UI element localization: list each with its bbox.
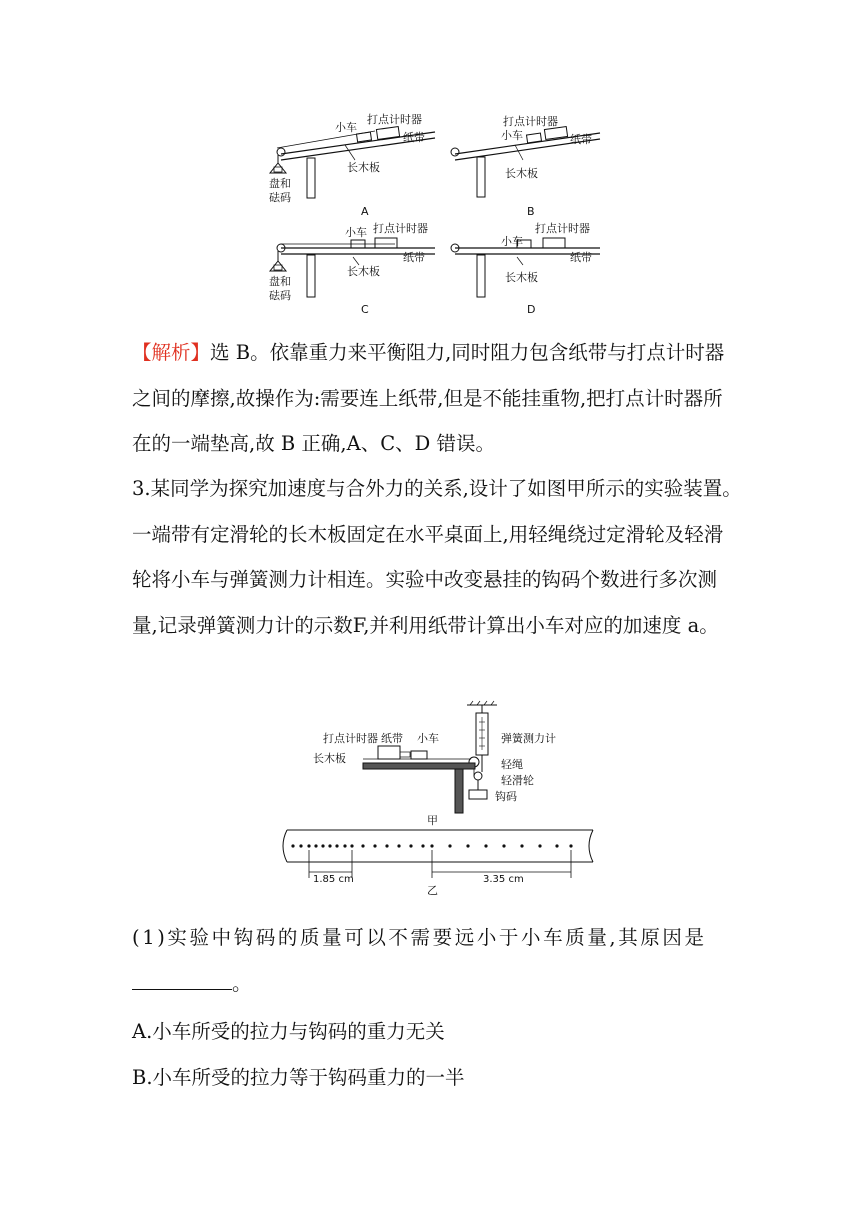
- cart: [411, 751, 427, 759]
- label-tape: 纸带: [570, 251, 592, 264]
- tape-dot: [421, 844, 424, 847]
- tape-dot: [335, 844, 338, 847]
- caption-a: A: [361, 205, 369, 218]
- tape-dot: [373, 844, 376, 847]
- label-board: 长木板: [347, 265, 380, 278]
- caption-d: D: [527, 303, 536, 316]
- distance-1: 1.85 cm: [313, 874, 354, 885]
- fig2-label-spring-scale: 弹簧测力计: [501, 732, 556, 745]
- label-timer: 打点计时器: [373, 222, 428, 235]
- caption-yi: 乙: [427, 884, 438, 895]
- tape-dot: [502, 844, 505, 847]
- timer: [378, 746, 400, 759]
- tape-dots: [291, 844, 572, 847]
- tape-strip: [400, 752, 410, 757]
- fig2-label-rope: 轻绳: [501, 758, 523, 771]
- tape-dot: [328, 844, 331, 847]
- tape-dot: [555, 844, 558, 847]
- long-board: [363, 763, 475, 769]
- distance-2: 3.35 cm: [483, 874, 524, 885]
- fig2-label-tape: 纸带: [381, 732, 403, 745]
- tape-dot: [569, 844, 572, 847]
- label-cart: 小车: [501, 129, 523, 142]
- tape-dot: [343, 844, 346, 847]
- tape-dot: [385, 844, 388, 847]
- tape-dot: [307, 844, 310, 847]
- label-timer: 打点计时器: [503, 115, 558, 128]
- label-pan-1: 盘和: [269, 177, 291, 190]
- table-leg: [455, 769, 463, 813]
- answer-blank-line: [132, 968, 252, 996]
- fig2-label-timer: 打点计时器: [323, 732, 378, 745]
- analysis-bracket-close: 】: [190, 341, 211, 364]
- setup-figure-abcd: [255, 105, 605, 320]
- label-tape: 纸带: [403, 251, 425, 264]
- hook-weight: [469, 790, 487, 799]
- tape-dot: [448, 844, 451, 847]
- light-pulley: [474, 772, 482, 780]
- analysis-text: 选 B。依靠重力来平衡阻力,同时阻力包含纸带与打点计时器之间的摩擦,故操作为:需要连上纸带,但是不能挂重物,把打点计时器所在的一端垫高,故 B 正确,A、C、D 错误。: [132, 341, 725, 455]
- tape-dot: [299, 844, 302, 847]
- caption-c: C: [361, 303, 369, 316]
- label-board: 长木板: [505, 167, 538, 180]
- label-tape: 纸带: [403, 131, 425, 144]
- fig2-label-board: 长木板: [313, 752, 346, 765]
- label-timer: 打点计时器: [367, 113, 422, 126]
- tape-dot: [321, 844, 324, 847]
- tape-dot: [409, 844, 412, 847]
- panel-c: [269, 221, 435, 316]
- tape-dot: [484, 844, 487, 847]
- label-cart: 小车: [335, 121, 357, 134]
- caption-b: B: [527, 205, 535, 218]
- option-a[interactable]: A.小车所受的拉力与钩码的重力无关: [132, 1020, 445, 1043]
- label-cart: 小车: [345, 226, 367, 239]
- answer-blank-suffix: 。: [232, 972, 252, 995]
- sub-question-1-text: (1)实验中钩码的质量可以不需要远小于小车质量,其原因是: [132, 926, 707, 949]
- analysis-bracket-open: 【: [132, 341, 152, 364]
- option-b[interactable]: B.小车所受的拉力等于钩码重力的一半: [132, 1066, 465, 1089]
- panel-b: [451, 114, 600, 218]
- question-3-text: 3.某同学为探究加速度与合外力的关系,设计了如图甲所示的实验装置。一端带有定滑轮的长木板固定在水平桌面上,用轻绳绕过定滑轮及轻滑轮将小车与弹簧测力计相连。实验中改变悬挂的钩码个数进行多次测量,记录弹簧测力计的示数F,并利用纸带计算出小车对应的加速度 a。: [132, 477, 742, 637]
- label-pan-2: 砝码: [269, 289, 291, 302]
- label-tape: 纸带: [570, 133, 592, 146]
- tape-dot: [361, 844, 364, 847]
- tape-dot: [430, 844, 433, 847]
- panel-a: [269, 112, 435, 218]
- caption-jia: 甲: [427, 814, 438, 827]
- fig2-label-pulley: 轻滑轮: [501, 774, 534, 787]
- label-board: 长木板: [505, 271, 538, 284]
- label-timer: 打点计时器: [535, 222, 590, 235]
- tape-dot: [314, 844, 317, 847]
- label-board: 长木板: [347, 161, 380, 174]
- sub-question-1: [132, 922, 707, 950]
- answer-blank[interactable]: [132, 975, 232, 990]
- tape-dot: [466, 844, 469, 847]
- tape-dot: [397, 844, 400, 847]
- panel-d: [451, 221, 600, 316]
- fig2-label-cart: 小车: [417, 732, 439, 745]
- tape-dot: [520, 844, 523, 847]
- label-cart: 小车: [501, 235, 523, 248]
- analysis-paragraph: [132, 330, 742, 467]
- tape-dot: [538, 844, 541, 847]
- tape-dot: [350, 844, 353, 847]
- label-pan-1: 盘和: [269, 275, 291, 288]
- fig2-label-hook-weight: 钩码: [495, 790, 517, 803]
- tape-dot: [291, 844, 294, 847]
- experiment-figure-jia-yi: [275, 700, 595, 895]
- label-pan-2: 砝码: [269, 191, 291, 204]
- analysis-tag: 解析: [151, 341, 191, 364]
